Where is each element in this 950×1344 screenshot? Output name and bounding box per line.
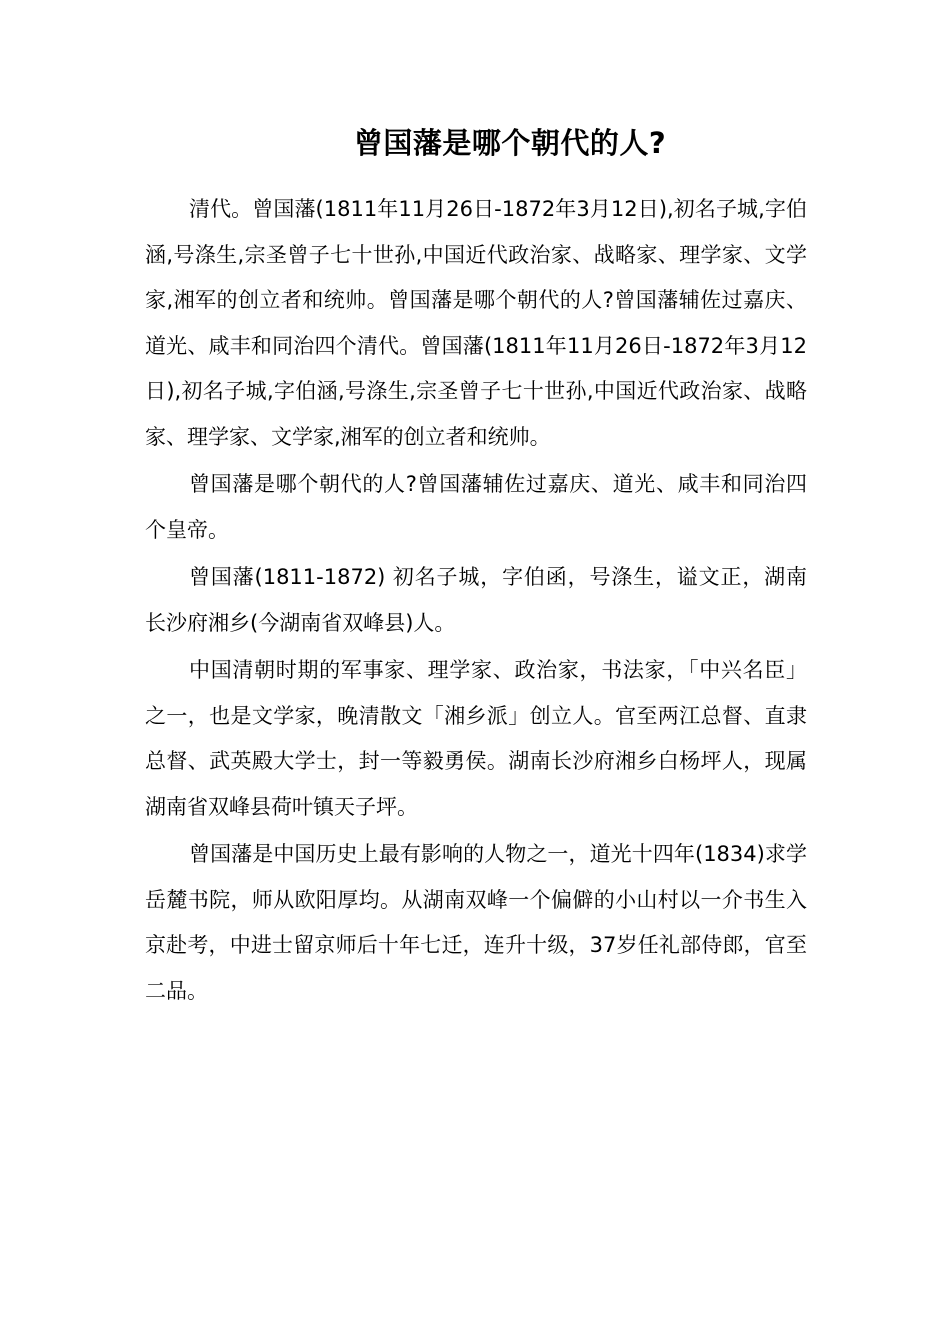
page-title: 曾国藩是哪个朝代的人? (353, 126, 667, 160)
paragraph: 曾国藩(1811-1872) 初名子城，字伯函，号涤生，谥文正，湖南长沙府湘乡(今湖南省双峰县)人。 (145, 565, 807, 635)
paragraph: 中国清朝时期的军事家、理学家、政治家，书法家，「中兴名臣」之一，也是文学家，晚清散文「湘乡派」创立人。官至两江总督、直隶总督、武英殿大学士，封一等毅勇侯。湖南长沙府湘乡白杨坪人，现属湖南省双峰县荷叶镇天子坪。 (145, 658, 807, 819)
paragraph: 清代。曾国藩(1811年11月26日-1872年3月12日),初名子城,字伯涵,号涤生,宗圣曾子七十世孙,中国近代政治家、战略家、理学家、文学家,湘军的创立者和统帅。曾国藩是哪个朝代的人?曾国藩辅佐过嘉庆、道光、咸丰和同治四个清代。曾国藩(1811年11月26日-1872年3月12日),初名子城,字伯涵,号涤生,宗圣曾子七十世孙,中国近代政治家、战略家、理学家、文学家,湘军的创立者和统帅。 (145, 197, 807, 449)
paragraph: 曾国藩是中国历史上最有影响的人物之一，道光十四年(1834)求学岳麓书院，师从欧阳厚均。从湖南双峰一个偏僻的小山村以一介书生入京赴考，中进士留京师后十年七迁，连升十级，37岁任礼部侍郎，官至二品。 (145, 842, 807, 1003)
paragraph: 曾国藩是哪个朝代的人?曾国藩辅佐过嘉庆、道光、咸丰和同治四个皇帝。 (145, 472, 807, 542)
document-body (145, 187, 807, 1016)
